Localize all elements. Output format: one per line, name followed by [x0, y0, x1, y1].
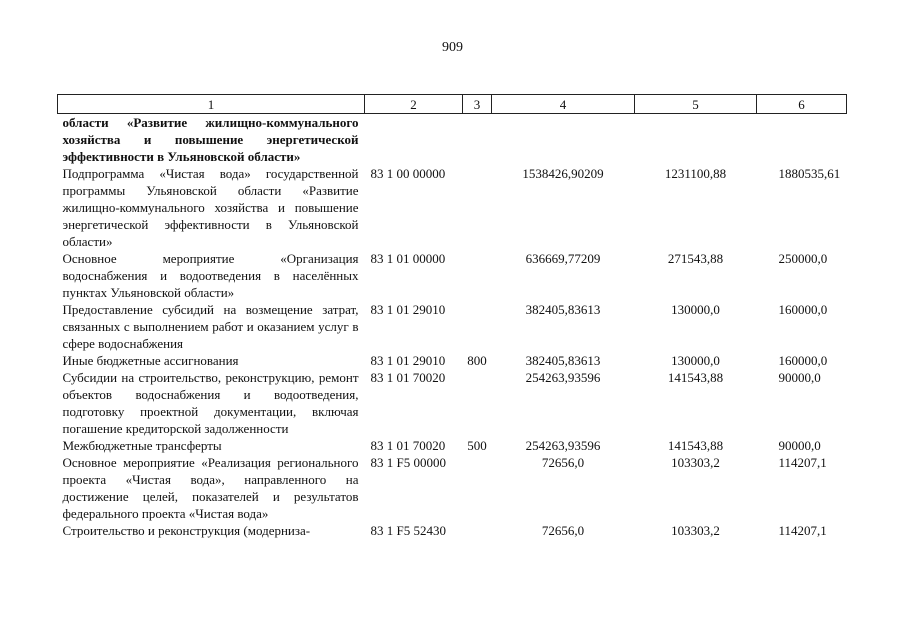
row-expense-type	[463, 165, 492, 250]
row-expense-type	[463, 454, 492, 522]
row-amount-col4: 72656,0	[541, 523, 585, 538]
row-expense-type	[463, 250, 492, 301]
column-header: 5	[635, 95, 757, 114]
column-header: 4	[492, 95, 635, 114]
row-description: Иные бюджетные ассигнования	[62, 353, 239, 368]
table-row	[58, 454, 847, 522]
row-description: Межбюджетные трансферты	[62, 438, 222, 453]
row-description: области «Развитие жилищно-коммунального хозяйства и повышение энергетической эффективности в Ульяновской области»	[62, 115, 359, 164]
row-amount-col4: 382405,83613	[525, 353, 601, 368]
row-expense-type	[463, 301, 492, 352]
row-amount-col4	[492, 114, 635, 166]
row-amount-col4: 254263,93596	[525, 370, 601, 385]
table-row	[58, 522, 847, 539]
row-description: Подпрограмма «Чистая вода» государственной программы Ульяновской области «Развитие жилищно-коммунального хозяйства и повышение энергетической эффективности в Ульяновской области»	[62, 166, 359, 249]
row-description: Предоставление субсидий на возмещение затрат, связанных с выполнением работ и оказанием услуг в сфере водоснабжения	[62, 302, 359, 351]
page-number: 909	[442, 40, 463, 55]
row-amount-col4: 636669,77209	[525, 251, 601, 266]
column-header: 3	[463, 95, 492, 114]
row-amount-col4: 1538426,90209	[522, 166, 604, 181]
row-amount-col4: 72656,0	[541, 455, 585, 470]
column-header: 6	[757, 95, 847, 114]
row-amount-col5: 130000,0	[671, 353, 720, 368]
table-row	[58, 301, 847, 352]
row-amount-col5: 130000,0	[671, 302, 720, 317]
row-code: 83 1 01 70020	[370, 370, 446, 385]
row-code: 83 1 00 00000	[370, 166, 446, 181]
row-description: Строительство и реконструкция (модерниза-	[62, 523, 311, 538]
row-amount-col6: 1880535,61	[778, 166, 841, 181]
row-expense-type: 800	[467, 353, 487, 368]
row-code: 83 1 F5 52430	[370, 523, 446, 538]
row-amount-col6: 90000,0	[778, 438, 821, 453]
row-amount-col5: 1231100,88	[664, 166, 727, 181]
row-amount-col4: 382405,83613	[525, 302, 601, 317]
row-code: 83 1 F5 00000	[370, 455, 446, 470]
row-amount-col6: 114207,1	[778, 455, 827, 470]
row-amount-col5: 141543,88	[667, 438, 724, 453]
table-header-row	[58, 95, 847, 114]
row-amount-col6: 160000,0	[778, 353, 828, 368]
row-code: 83 1 01 29010	[370, 353, 446, 368]
row-expense-type	[463, 522, 492, 539]
row-code: 83 1 01 70020	[370, 438, 446, 453]
column-header: 1	[58, 95, 365, 114]
row-amount-col6: 250000,0	[778, 251, 828, 266]
row-description: Основное мероприятие «Организация водоснабжения и водоотведения в населённых пунктах Ульяновской области»	[62, 251, 359, 300]
row-code: 83 1 01 29010	[370, 302, 446, 317]
row-expense-type	[463, 114, 492, 166]
row-amount-col5: 103303,2	[671, 523, 720, 538]
row-amount-col5	[635, 114, 757, 166]
row-amount-col5: 141543,88	[667, 370, 724, 385]
row-expense-type	[463, 369, 492, 437]
row-expense-type: 500	[467, 438, 487, 453]
budget-table	[57, 94, 847, 539]
column-header: 2	[365, 95, 463, 114]
table-row	[58, 165, 847, 250]
row-amount-col6	[757, 114, 847, 166]
table-row	[58, 369, 847, 437]
table-row	[58, 114, 847, 166]
table-row	[58, 352, 847, 369]
row-code	[365, 114, 463, 166]
row-description: Субсидии на строительство, реконструкцию, ремонт объектов водоснабжения и водоотведения, подготовку проектной документации, включая погашение кредиторской задолженности	[62, 370, 359, 436]
row-description: Основное мероприятие «Реализация регионального проекта «Чистая вода», направленного на достижение целей, показателей и результатов федерального проекта «Чистая вода»	[62, 455, 359, 521]
table-row	[58, 250, 847, 301]
row-amount-col6: 114207,1	[778, 523, 827, 538]
row-amount-col5: 103303,2	[671, 455, 720, 470]
row-amount-col6: 160000,0	[778, 302, 828, 317]
row-amount-col4: 254263,93596	[525, 438, 601, 453]
row-amount-col6: 90000,0	[778, 370, 821, 385]
table-row	[58, 437, 847, 454]
row-code: 83 1 01 00000	[370, 251, 446, 266]
row-amount-col5: 271543,88	[667, 251, 724, 266]
